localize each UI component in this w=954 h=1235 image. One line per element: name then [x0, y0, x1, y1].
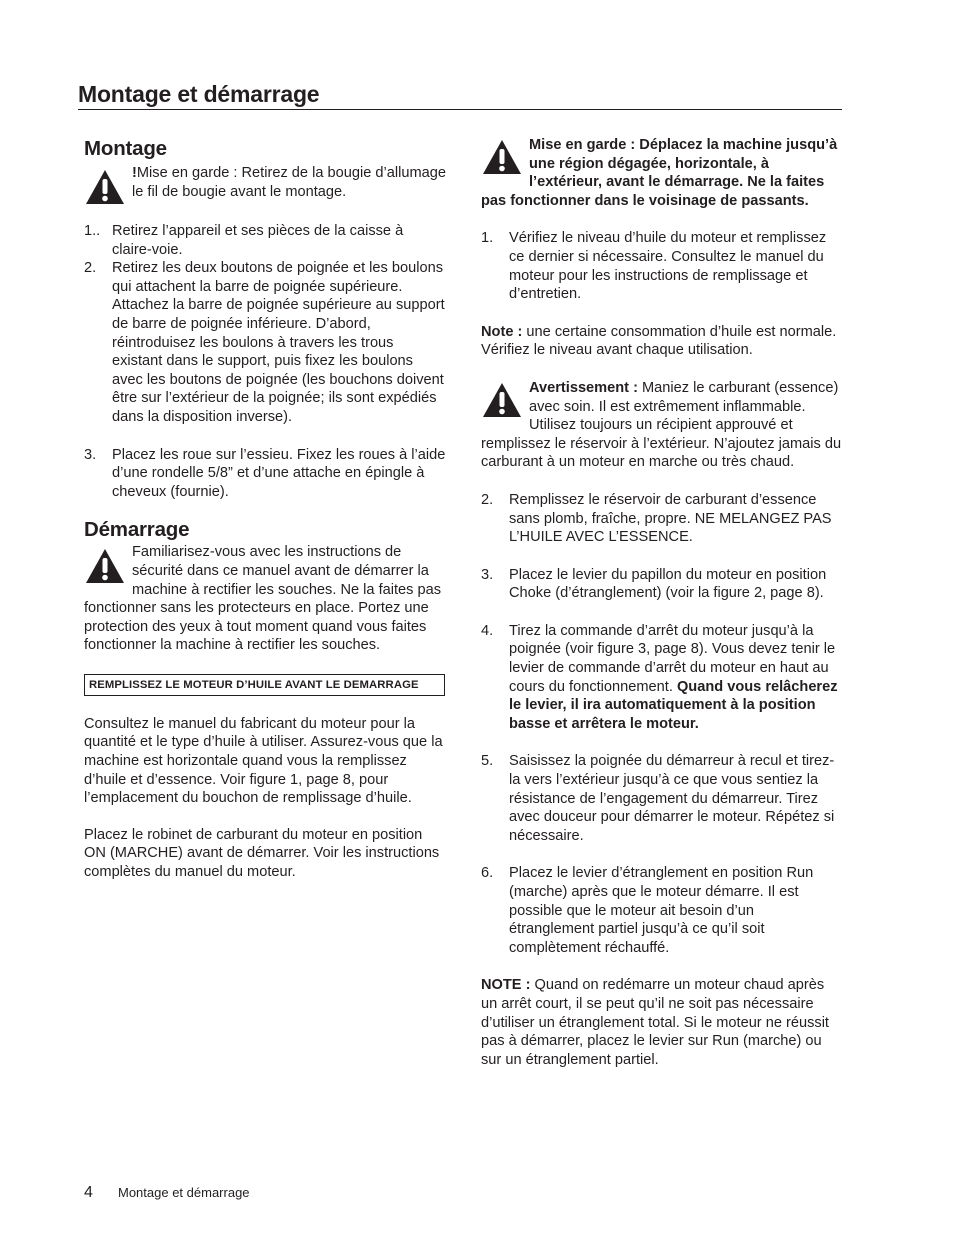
- page-title: Montage et démarrage: [78, 80, 842, 110]
- demarrage-warning: [84, 543, 446, 655]
- list-item: 1. Vérifiez le niveau d’huile du moteur et remplissez ce dernier si nécessaire. Consultez le manuel du moteur pour les instructions de remplissage et d’entretien.: [481, 230, 827, 303]
- oil-notice-box: REMPLISSEZ LE MOTEUR D’HUILE AVANT LE DEMARRAGE: [84, 674, 445, 696]
- list-item: 2. Remplissez le réservoir de carburant d’essence sans plomb, fraîche, propre. NE MELANGEZ PAS L’HUILE AVEC L’ESSENCE.: [481, 491, 832, 546]
- demarrage-warning-text: Familiarisez-vous avec les instructions de sécurité dans ce manuel avant de démarrer la machine à rectifier les souches. Ne la faites pas fonctionner sans les protecteurs en place. Portez une protection des yeux à tout moment quand vous faites fonctionner la machine à rectifier les souches.: [84, 544, 442, 654]
- warning-triangle-icon: [84, 168, 126, 206]
- caution-warning: [481, 136, 843, 210]
- montage-heading: Montage: [84, 137, 167, 160]
- list-item: 1.. Retirez l’appareil et ses pièces de la caisse à claire-voie.: [84, 223, 404, 258]
- list-item: 5. Saisissez la poignée du démarreur à recul et tirez-la vers l’extérieur jusqu’à ce que vous sentiez la résistance de l’engagement du démarreur. Tirez avec douceur pour démarrer le moteur. Répétez si nécessaire.: [481, 753, 835, 844]
- fuel-valve-paragraph: Placez le robinet de carburant du moteur en position ON (MARCHE) avant de démarrer. Voir les instructions complètes du manuel du moteur.: [84, 826, 440, 881]
- oil-paragraph: Consultez le manuel du fabricant du moteur pour la quantité et le type d’huile à utiliser. Assurez-vous que la machine est horizontale quand vous la remplissez d’huile et d’essence. Voir figure 1, page 8, pour l’emplacement du bouchon de remplissage d’huile.: [84, 715, 443, 807]
- right-column: [481, 136, 843, 1069]
- montage-warning: [84, 164, 446, 204]
- start-step-1: [481, 229, 843, 303]
- warning-triangle-icon: [84, 547, 126, 585]
- list-item: 4. Tirez la commande d’arrêt du moteur jusqu’à la poignée (voir figure 3, page 8). Vous devez tenir le levier de commande d’arrêt du moteur en haut au cours du fonctionnement. Quand vous relâcherez le levier, il ira automatiquement à la position basse et arrêtera le moteur.: [481, 622, 838, 732]
- footer-section-title: Montage et démarrage: [118, 1185, 250, 1200]
- list-item: 6. Placez le levier d’étranglement en position Run (marche) après que le moteur démarre. Il est possible que le moteur ait besoin d’un étranglement partiel jusqu’à ce qu’il soit complètement réchauffé.: [481, 865, 814, 956]
- montage-steps: [84, 222, 446, 501]
- left-column: [84, 136, 446, 882]
- warning-triangle-icon: [481, 381, 523, 419]
- start-steps: [481, 491, 843, 957]
- list-item: 3. Placez le levier du papillon du moteur en position Choke (d’étranglement) (voir la figure 2, page 8).: [481, 566, 827, 602]
- demarrage-heading: Démarrage: [84, 518, 190, 542]
- warning-triangle-icon: [481, 138, 523, 176]
- fuel-warning: [481, 379, 843, 472]
- note-restart: NOTE : Quand on redémarre un moteur chaud après un arrêt court, il se peut qu’il ne soit pas nécessaire d’utiliser un étranglement total. Si le moteur ne réussit pas à démarrer, placez le levier sur Run (marche) ou sur un étranglement partiel.: [481, 977, 829, 1068]
- fuel-warning-text: Avertissement : Maniez le carburant (essence) avec soin. Il est extrêmement inflammable. Utilisez toujours un récipient approuvé et remplissez le réservoir à l’extérieur. N’ajoutez jamais du carburant à un moteur en marche ou très chaud.: [481, 379, 842, 471]
- caution-text: Mise en garde : Déplacez la machine jusqu’à une région dégagée, horizontale, à l’extérieur, avant le démarrage. Ne la faites pas fonctionner dans le voisinage de passants.: [481, 137, 838, 209]
- note-oil: Note : une certaine consommation d’huile est normale. Vérifiez le niveau avant chaque utilisation.: [481, 323, 837, 359]
- list-item: 3. Placez les roue sur l’essieu. Fixez les roues à l’aide d’une rondelle 5/8” et d’une attache en épingle à cheveux (fournie).: [84, 446, 446, 500]
- montage-warning-text: !Mise en garde : Retirez de la bougie d’allumage le fil de bougie avant le montage.: [132, 165, 446, 200]
- page-number: 4: [84, 1184, 93, 1201]
- list-item: 2. Retirez les deux boutons de poignée et les boulons qui attachent la barre de poignée supérieure. Attachez la barre de poignée supérieure au support de barre de poignée inférieure. D’abord, réintroduisez les boulons à travers les trous existant dans le support, puis fixez les boulons avec les boutons de poignée (les bouchons doivent être sur l’extérieur de la poignée; ils sont expédiés dans la disposition inverse).: [84, 260, 445, 425]
